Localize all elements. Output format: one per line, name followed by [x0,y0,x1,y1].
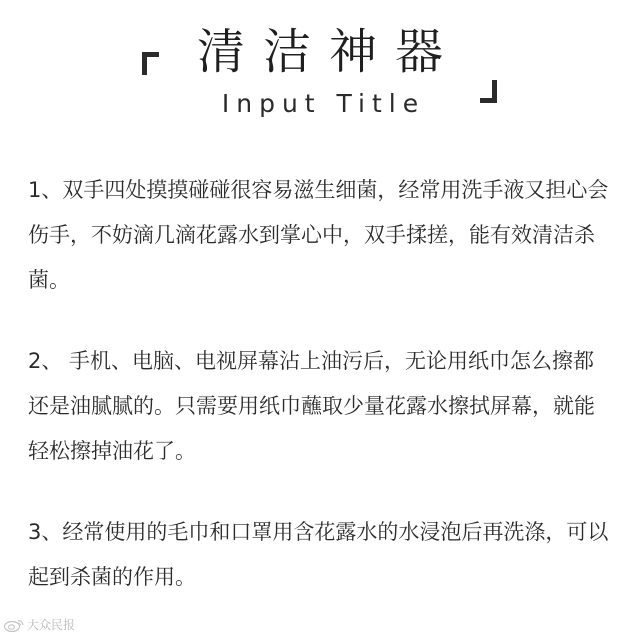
paragraph-1: 1、双手四处摸摸碰碰很容易滋生细菌，经常用洗手液又担心会伤手，不妨滴几滴花露水到掌心中，双手揉搓，能有效清洁杀菌。 [28,178,609,292]
watermark-text: 大众民报 [27,618,76,632]
article-body [28,168,612,600]
header [0,0,640,135]
close-corner-bracket [480,80,497,103]
weibo-logo-icon [3,618,25,632]
page-subtitle: Input Title [221,89,426,118]
page-title: 清洁神器 [196,24,461,80]
paragraph-2: 2、 手机、电脑、电视屏幕沾上油污后，无论用纸巾怎么擦都还是油腻腻的。只需要用纸巾蘸取少量花露水擦拭屏幕，就能轻松擦掉油花了。 [28,349,595,463]
watermark [3,617,75,633]
paragraph-3: 3、经常使用的毛巾和口罩用含花露水的水浸泡后再洗涤，可以起到杀菌的作用。 [28,520,609,589]
